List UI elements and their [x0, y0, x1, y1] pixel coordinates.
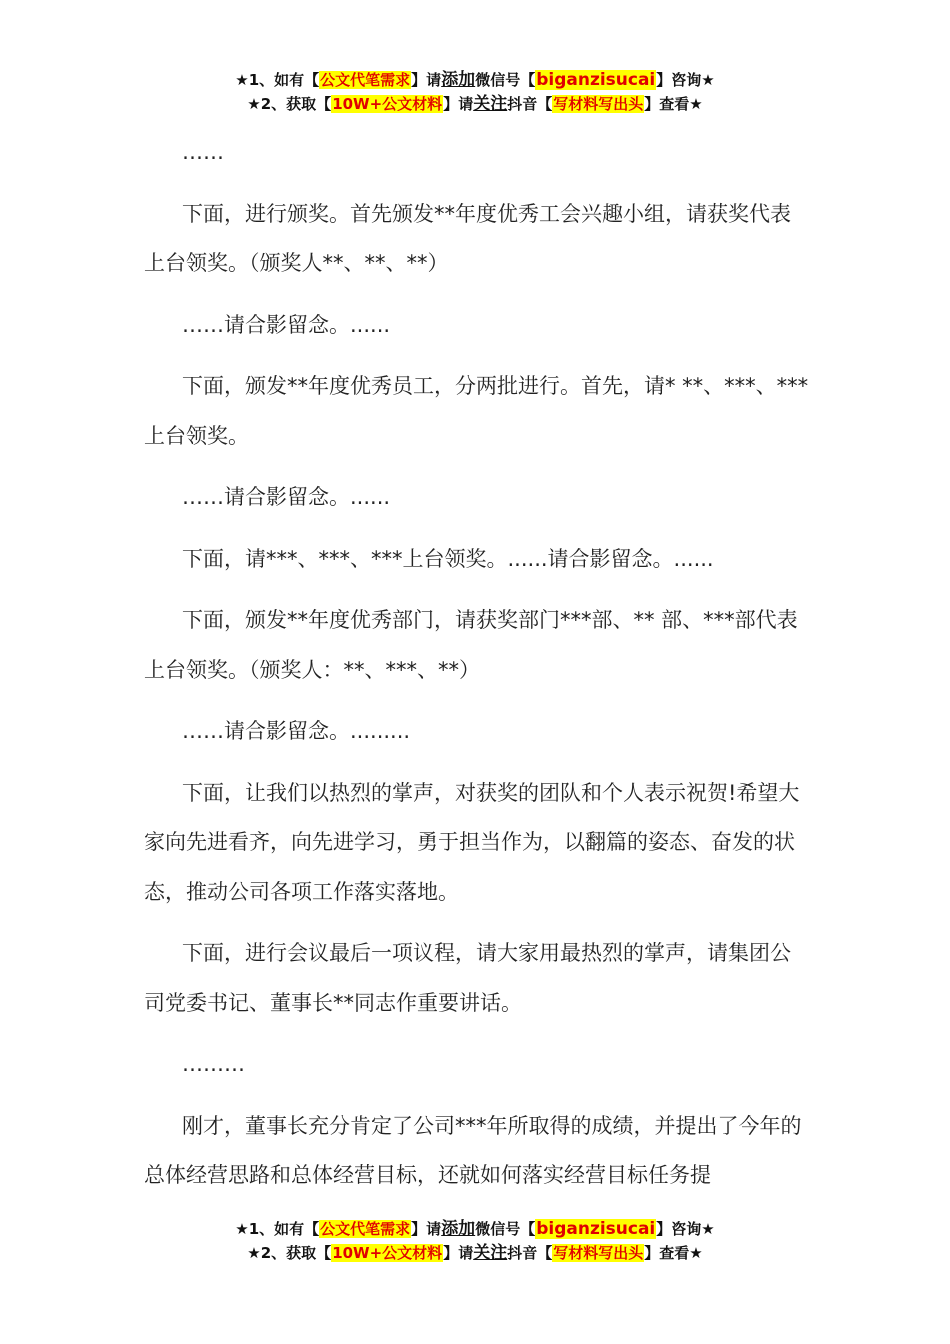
document-body	[144, 128, 809, 1213]
banner-line-2	[0, 1241, 950, 1265]
paragraph: 下面，让我们以热烈的掌声，对获奖的团队和个人表示祝贺!希望大家向先进看齐，向先进学习，勇于担当作为，以翻篇的姿态、奋发的状态，推动公司各项工作落实落地。	[144, 780, 800, 904]
banner-emphasis: 添加	[441, 1219, 476, 1239]
banner-text: 微信号【	[475, 1220, 536, 1238]
banner-highlight: 公文代笔需求	[320, 71, 411, 89]
footer-banner	[0, 1217, 950, 1265]
banner-highlight: 写材料写出头	[553, 95, 644, 113]
banner-highlight: 10W+公文材料	[332, 1244, 443, 1262]
banner-emphasis: 添加	[441, 70, 476, 90]
banner-emphasis: 关注	[473, 94, 508, 114]
banner-text: 微信号【	[475, 71, 536, 89]
paragraph: ……请合影留念。......	[182, 312, 391, 337]
banner-text: 】请	[411, 1220, 442, 1238]
banner-text: 抖音【	[507, 95, 553, 113]
banner-text: 】咨询★	[656, 71, 715, 89]
banner-text: 】请	[443, 1244, 474, 1262]
banner-text: 抖音【	[507, 1244, 553, 1262]
paragraph: 下面，颁发**年度优秀员工，分两批进行。首先，请* **、***、***上台领奖。	[144, 374, 809, 448]
header-banner	[0, 68, 950, 116]
banner-highlight: 公文代笔需求	[320, 1220, 411, 1238]
paragraph: ……	[182, 140, 224, 164]
banner-text: 】查看★	[644, 95, 703, 113]
banner-text: ★2、获取【	[247, 1244, 332, 1262]
paragraph: ……请合影留念。.........	[182, 719, 411, 743]
banner-line-2	[0, 92, 950, 116]
banner-line-1	[0, 1217, 950, 1241]
paragraph: 刚才，董事长充分肯定了公司***年所取得的成绩，并提出了今年的总体经营思路和总体经营目标，还就如何落实经营目标任务提	[144, 1113, 802, 1187]
banner-highlight: 10W+公文材料	[332, 95, 443, 113]
paragraph: 下面，进行颁奖。首先颁发**年度优秀工会兴趣小组，请获奖代表上台领奖。（颁奖人**、**、**）	[144, 201, 791, 275]
banner-line-1	[0, 68, 950, 92]
banner-emphasis: 关注	[473, 1243, 508, 1263]
banner-highlight: 写材料写出头	[553, 1244, 644, 1262]
banner-text: ★1、如有【	[235, 1220, 320, 1238]
banner-text: 】请	[411, 71, 442, 89]
banner-wechat-id: biganzisucai	[536, 70, 656, 90]
paragraph: 下面，进行会议最后一项议程，请大家用最热烈的掌声，请集团公司党委书记、董事长**同志作重要讲话。	[144, 941, 791, 1015]
banner-text: ★1、如有【	[235, 71, 320, 89]
paragraph: 下面，颁发**年度优秀部门，请获奖部门***部、** 部、***部代表上台领奖。（颁奖人：**、***、**）	[144, 608, 798, 682]
paragraph: ………	[182, 1052, 245, 1076]
paragraph: 下面，请***、***、***上台领奖。......请合影留念。......	[182, 546, 714, 571]
banner-text: ★2、获取【	[247, 95, 332, 113]
banner-wechat-id: biganzisucai	[536, 1219, 656, 1239]
banner-text: 】咨询★	[656, 1220, 715, 1238]
banner-text: 】查看★	[644, 1244, 703, 1262]
paragraph: ……请合影留念。......	[182, 485, 391, 509]
banner-text: 】请	[443, 95, 474, 113]
